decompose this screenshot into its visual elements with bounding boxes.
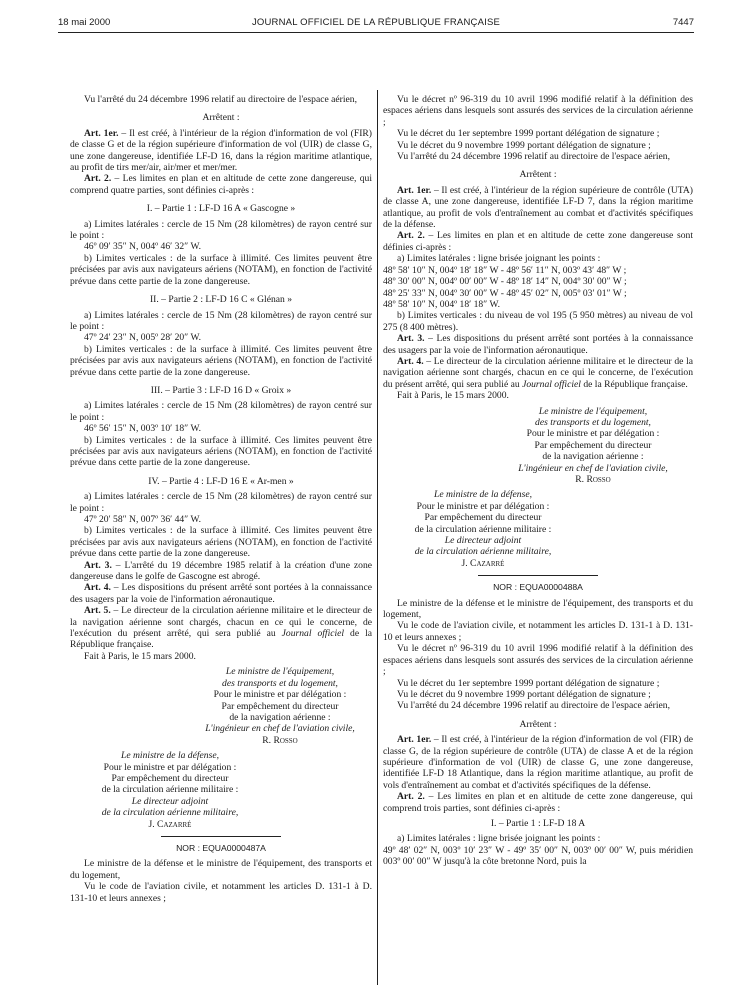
signature-defense [70, 750, 270, 830]
article-2-label: Art. 2. [397, 230, 425, 242]
part-3-vertical: b) Limites verticales : de la surface à illimité. Ces limites peuvent être précisées par avis aux navigateurs aériens (NOTAM), en fonction de l'activité prévue dans cette partie de la zone dangereuse. [70, 434, 372, 469]
article-1 [70, 128, 372, 174]
fait-a-paris: Fait à Paris, le 15 mars 2000. [397, 390, 509, 402]
arretent-heading: Arrêtent : [519, 169, 557, 181]
signature-defense [383, 489, 583, 569]
arretent-heading: Arrêtent : [519, 718, 557, 730]
article-1-text: – Il est créé, à l'intérieur de la région d'information de vol (FIR) de classe G et de la région supérieure d'information de vol (UIR) de classe G, une zone dangereuse, identifiée LF-D 16, dans la région maritime atlantique, au profit de tirs mer/air, air/mer et mer/mer. [70, 127, 372, 174]
part-3-title: III. – Partie 3 : LF-D 16 D « Groix » [150, 384, 292, 396]
header-title: JOURNAL OFFICIEL DE LA RÉPUBLIQUE FRANÇAISE [251, 17, 501, 28]
sig-line: L'ingénieur en chef de l'aviation civile, [205, 723, 355, 735]
page-number: 7447 [672, 17, 694, 28]
article-2-text: – Les limites en plan et en altitude de cette zone dangereuse, qui comprend quatre parties, sont définies ci-après : [70, 173, 372, 196]
article-1-text: – Il est créé, à l'intérieur de la région d'information de vol (FIR) de classe G, de la région supérieure de contrôle (UTA) de classe A et de la région supérieure d'information de vol (UIR) de classe G, une zone dangereuse, identifiée LF-D 18 Atlantique, dans la région maritime atlantique, au profit de vols d'entraînement au combat et d'activités spécifiques de la défense. [383, 734, 693, 791]
sig-line: L'ingénieur en chef de l'aviation civile, [518, 462, 668, 474]
article-2-label: Art. 2. [397, 791, 425, 803]
visa-code-aviation: Vu le code de l'aviation civile, et notamment les articles D. 131-1 à D. 131-10 et leurs annexes ; [70, 881, 372, 904]
sig-line: Le ministre de l'équipement, [538, 405, 648, 417]
part-1-vertical: b) Limites verticales : de la surface à illimité. Ces limites peuvent être précisées par avis aux navigateurs aériens (NOTAM), en fonction de l'activité prévue dans cette partie de la zone dangereuse. [70, 252, 372, 287]
part-4-lateral: a) Limites latérales : cercle de 15 Nm (28 kilomètres) de rayon centré sur le point : [70, 491, 372, 514]
signature-equipement [180, 666, 380, 746]
sig-line: Le ministre de l'équipement, [225, 666, 335, 678]
part-1-title: I. – Partie 1 : LF-D 18 A [490, 817, 586, 829]
article-3-label: Art. 3. [397, 333, 425, 345]
preamble-ministers: Le ministre de la défense et le ministre de l'équipement, des transports et du logement, [70, 858, 372, 881]
sig-line: de la circulation aérienne militaire : [414, 523, 552, 535]
part-2-title: II. – Partie 2 : LF-D 16 C « Glénan » [149, 294, 293, 306]
part-2-point: 47º 24′ 23″ N, 005º 28′ 20″ W. [84, 332, 202, 344]
visa-decret-96-319: Vu le décret nº 96-319 du 10 avril 1996 modifié relatif à la définition des espaces aériens dans lesquels sont assurés des services de la circulation aérienne ; [383, 94, 693, 128]
sig-line: Par empêchement du directeur [221, 700, 339, 712]
article-3 [383, 333, 693, 356]
header-date: 18 mai 2000 [58, 17, 111, 28]
sig-line: de la navigation aérienne : [229, 711, 331, 723]
sig-line: Le ministre de la défense, [434, 489, 532, 501]
nor-reference: NOR : EQUA0000487A [176, 842, 266, 853]
article-4-label: Art. 4. [397, 355, 424, 367]
visa-directoire: Vu l'arrêté du 24 décembre 1996 relatif au directoire de l'espace aérien, [397, 151, 670, 163]
visa-code-aviation: Vu le code de l'aviation civile, et notamment les articles D. 131-1 à D. 131-10 et leurs annexes ; [383, 620, 693, 643]
sig-line: de la circulation aérienne militaire, [414, 546, 552, 558]
article-3-label: Art. 3. [84, 559, 112, 571]
preamble-ministers: Le ministre de la défense et le ministre de l'équipement, des transports et du logement, [383, 597, 693, 621]
coord-line: 49º 48′ 02″ N, 003º 10′ 23″ W - 49º 35′ 00″ N, 003º 00′ 00″ W, puis méridien 003º 00′ 00″ W jusqu'à la côte bretonne Nord, puis la [383, 844, 693, 868]
arretent-heading: Arrêtent : [202, 112, 240, 124]
article-1-label: Art. 1er. [397, 184, 432, 196]
sig-line: des transports et du logement, [222, 677, 338, 689]
coord-line: 48º 25′ 33″ N, 004º 30′ 00″ W - 48º 45′ 02″ N, 005º 03′ 01″ W ; [383, 287, 627, 299]
article-1 [383, 185, 693, 231]
sig-line: Pour le ministre et par délégation : [416, 500, 550, 512]
sig-line: Pour le ministre et par délégation : [213, 689, 347, 701]
column-divider [377, 90, 378, 985]
sig-line: Par empêchement du directeur [534, 439, 652, 451]
signature-equipement [493, 406, 693, 486]
sig-line: Pour le ministre et par délégation : [526, 428, 660, 440]
section-separator [478, 575, 598, 576]
part-2-vertical: b) Limites verticales : de la surface à illimité. Ces limites peuvent être précisées par avis aux navigateurs aériens (NOTAM), en fonction de l'activité prévue dans cette partie de la zone dangereuse. [70, 343, 372, 378]
coord-line: 48º 58′ 10″ N, 004º 18′ 18″ W. [383, 298, 501, 310]
sig-line: Le directeur adjoint [131, 795, 209, 807]
lateral-limits: a) Limites latérales : ligne brisée joignant les points : [397, 833, 601, 845]
part-4-point: 47º 20′ 58″ N, 007º 36′ 44″ W. [84, 514, 202, 525]
article-2-text: – Les limites en plan et en altitude de cette zone dangereuse, qui comprend trois parties, sont définies ci-après : [383, 791, 693, 814]
part-4-title: IV. – Partie 4 : LF-D 16 E « Ar-men » [148, 475, 294, 487]
article-4-text: – Le directeur de la circulation aérienne militaire et le directeur de la navigation aérienne sont chargés, chacun en ce qui le concerne, de l'exécution du présent arrêté, qui sera publié au [383, 355, 694, 390]
article-5-label: Art. 5. [84, 605, 111, 617]
article-2 [383, 230, 693, 253]
sig-line: Par empêchement du directeur [111, 772, 229, 784]
article-1-label: Art. 1er. [84, 127, 119, 139]
lateral-limits: a) Limites latérales : ligne brisée joignant les points : [397, 253, 601, 265]
sig-name: J. Cazarré [461, 557, 505, 569]
coord-line: 48º 58′ 10″ N, 004º 18′ 18″ W - 48º 56′ 11″ N, 003º 43′ 48″ W ; [383, 264, 627, 276]
sig-line: de la circulation aérienne militaire : [101, 784, 239, 796]
article-4 [383, 356, 693, 390]
part-2-lateral: a) Limites latérales : cercle de 15 Nm (28 kilomètres) de rayon centré sur le point : [70, 309, 372, 332]
article-3-text: – L'arrêté du 19 décembre 1985 relatif à la création d'une zone dangereuse dans le golfe de Gascogne est abrogé. [70, 559, 372, 583]
article-3 [70, 560, 372, 583]
visa-decret-nov: Vu le décret du 9 novembre 1999 portant délégation de signature ; [397, 139, 651, 151]
visa-decret-nov: Vu le décret du 9 novembre 1999 portant délégation de signature ; [397, 688, 651, 700]
article-2 [383, 791, 693, 814]
sig-name: J. Cazarré [148, 818, 192, 830]
visa-decret-96-319: Vu le décret nº 96-319 du 10 avril 1996 modifié relatif à la définition des espaces aériens dans lesquels sont assurés des services de la circulation aérienne ; [383, 643, 693, 678]
article-4-label: Art. 4. [84, 582, 111, 594]
article-5-text: – Le directeur de la circulation aérienne militaire et le directeur de la navigation aérienne sont chargés, chacun en ce qui le concerne, de l'exécution du présent arrêté, qui sera publié au [70, 605, 372, 640]
part-1-lateral: a) Limites latérales : cercle de 15 Nm (28 kilomètres) de rayon centré sur le point : [70, 218, 372, 242]
part-4-vertical: b) Limites verticales : de la surface à illimité. Ces limites peuvent être précisées par avis aux navigateurs aériens (NOTAM), en fonction de l'activité prévue dans cette partie de la zone dangereuse. [70, 525, 372, 560]
visa-decret-sept: Vu le décret du 1er septembre 1999 portant délégation de signature ; [397, 677, 660, 689]
article-5 [70, 605, 372, 651]
part-1-title: I. – Partie 1 : LF-D 16 A « Gascogne » [146, 203, 296, 215]
vertical-limits: b) Limites verticales : du niveau de vol 195 (5 950 mètres) au niveau de vol 275 (8 400 mètres). [383, 310, 693, 333]
sig-name: R. Rosso [262, 734, 298, 746]
header-rule [58, 32, 694, 33]
fait-a-paris: Fait à Paris, le 15 mars 2000. [84, 650, 196, 662]
visa-directoire: Vu l'arrêté du 24 décembre 1996 relatif au directoire de l'espace aérien, [397, 700, 670, 712]
sig-line: Le directeur adjoint [444, 535, 522, 547]
left-column [70, 94, 372, 904]
article-1-label: Art. 1er. [397, 734, 432, 746]
part-3-lateral: a) Limites latérales : cercle de 15 Nm (28 kilomètres) de rayon centré sur le point : [70, 400, 372, 423]
article-3-text: – Les dispositions du présent arrêté sont portées à la connaissance des usagers par la voie de l'information aéronautique. [383, 333, 694, 356]
part-3-point: 46º 56′ 15″ N, 003º 10′ 18″ W. [84, 423, 202, 435]
journal-officiel-ref: Journal officiel [522, 378, 581, 390]
sig-line: de la navigation aérienne : [542, 451, 644, 463]
article-2-text: – Les limites en plan et en altitude de cette zone dangereuse sont définies ci-après : [383, 230, 693, 253]
sig-line: des transports et du logement, [535, 416, 651, 428]
sig-name: R. Rosso [575, 474, 611, 485]
journal-officiel-ref: Journal officiel [281, 628, 345, 640]
visa-directoire: Vu l'arrêté du 24 décembre 1996 relatif au directoire de l'espace aérien, [84, 94, 357, 105]
article-4 [70, 582, 372, 605]
visa-decret-sept: Vu le décret du 1er septembre 1999 portant délégation de signature ; [397, 128, 660, 140]
article-2 [70, 173, 372, 196]
page-header [58, 17, 694, 31]
article-2-label: Art. 2. [84, 173, 112, 185]
sig-line: Par empêchement du directeur [424, 512, 542, 524]
article-1 [383, 734, 693, 791]
sig-line: Le ministre de la défense, [121, 750, 219, 762]
sig-line: Pour le ministre et par délégation : [103, 761, 237, 773]
coord-line: 48º 30′ 00″ N, 004º 00′ 00″ W - 48º 18′ 14″ N, 004º 30′ 00″ W ; [383, 276, 627, 288]
article-4-text: – Les dispositions du présent arrêté sont portées à la connaissance des usagers par la voie de l'information aéronautique. [70, 582, 372, 605]
nor-reference: NOR : EQUA0000488A [493, 582, 583, 593]
article-4-text-end: de la République française. [580, 378, 688, 390]
section-separator [161, 836, 281, 837]
article-1-text: – Il est créé, à l'intérieur de la région supérieure de contrôle (UTA) de classe A, une zone dangereuse, identifiée LF-D 7, dans la région maritime atlantique, au profit de vols d'entraînement au combat et d'activités spécifiques de la défense. [383, 184, 693, 231]
part-1-point: 46º 09′ 35″ N, 004º 46′ 32″ W. [84, 241, 202, 253]
article-5-text-end: de la République française. [70, 628, 372, 651]
sig-line: de la circulation aérienne militaire, [101, 807, 239, 819]
right-column [383, 94, 693, 868]
